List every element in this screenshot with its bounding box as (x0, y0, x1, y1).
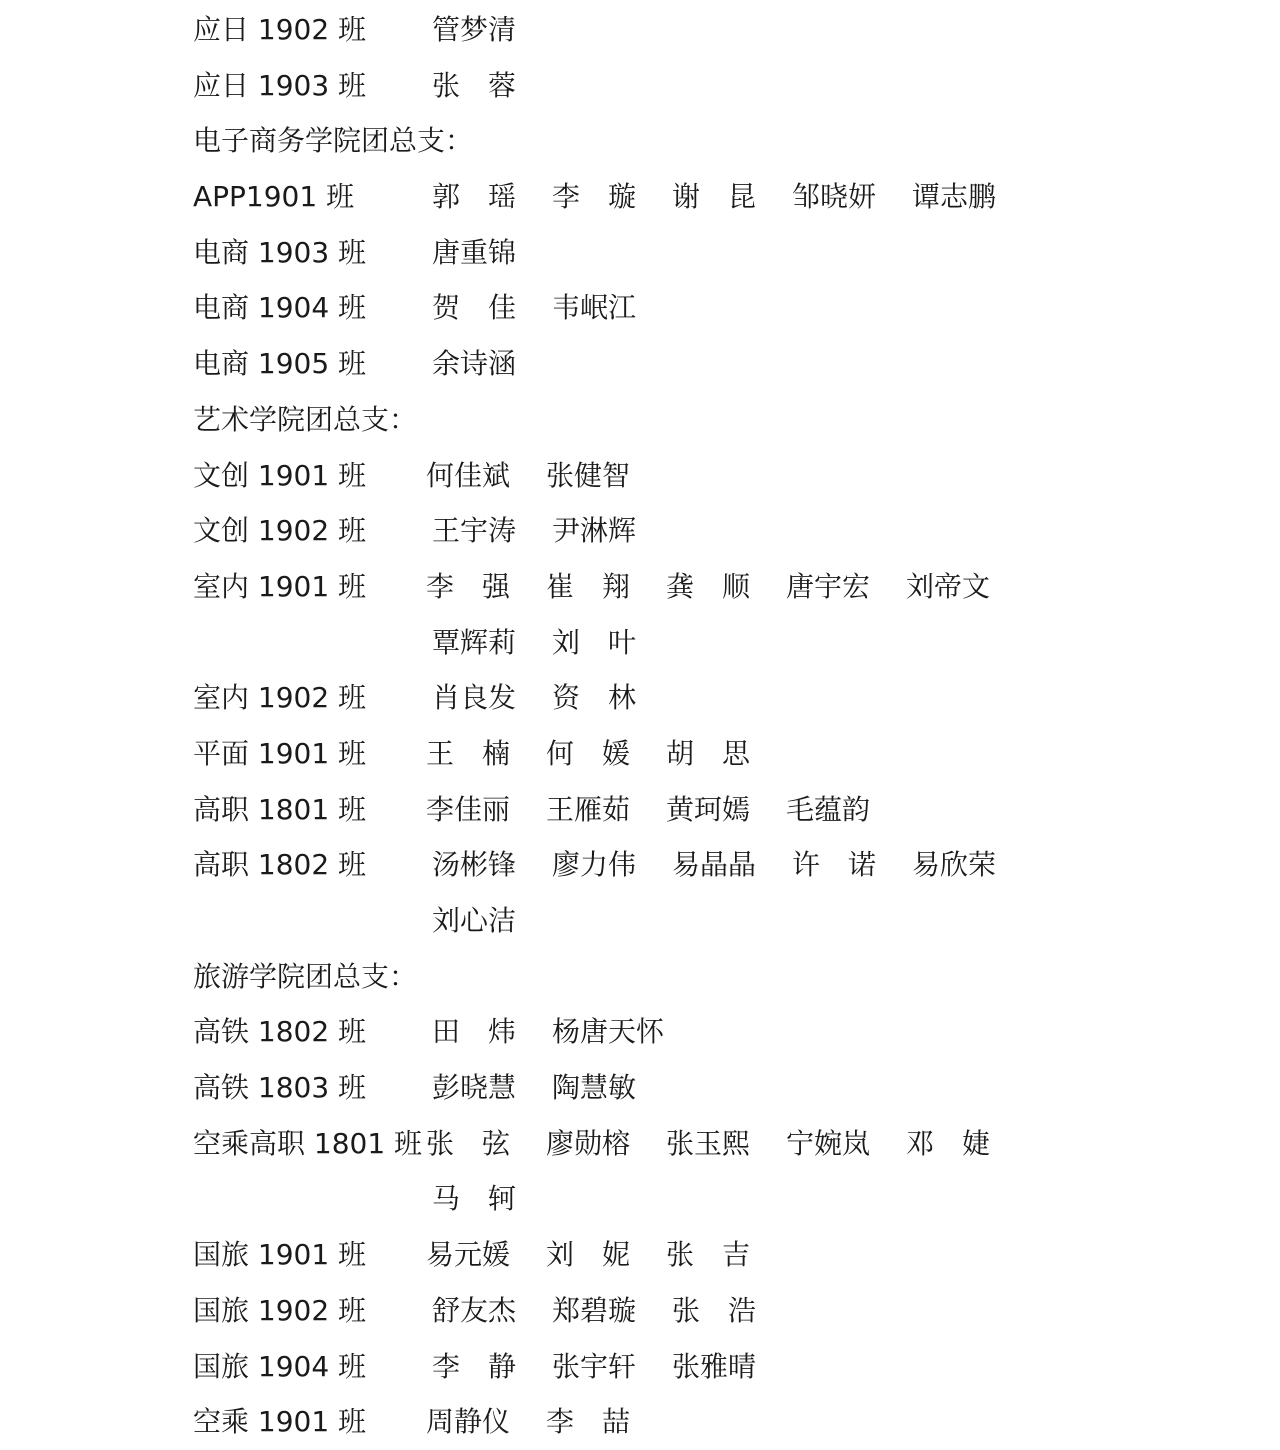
class-label: 文创 1902 班 (193, 514, 367, 548)
class-label: 应日 1902 班 (193, 13, 367, 46)
class-label: 平面 1901 班 (193, 736, 367, 770)
member-name: 管梦清 (432, 13, 517, 46)
member-name: 舒友杰 (432, 1293, 517, 1327)
section-heading (193, 949, 1193, 1005)
class-row (193, 503, 1193, 559)
class-label: 空乘高职 1801 班 (193, 1126, 423, 1160)
section-heading (193, 392, 1193, 448)
class-row-continuation (193, 1171, 1193, 1227)
class-label: 高铁 1802 班 (193, 1015, 367, 1049)
member-name: 李 强 (426, 569, 511, 603)
member-name: 周静仪 (426, 1405, 511, 1439)
class-row (193, 280, 1193, 336)
member-name: 唐宇宏 (786, 569, 871, 603)
member-name: 易晶晶 (672, 848, 757, 882)
member-name: 刘 叶 (552, 625, 637, 659)
class-row (193, 1339, 1193, 1395)
class-row (193, 58, 1193, 114)
member-name: 彭晓慧 (432, 1071, 517, 1105)
class-label: 室内 1902 班 (193, 681, 367, 715)
class-row (193, 2, 1193, 58)
class-label: 国旅 1904 班 (193, 1349, 367, 1383)
member-name: 李 静 (432, 1349, 517, 1383)
class-label: APP1901 班 (193, 180, 355, 214)
member-name: 张 弦 (426, 1126, 511, 1160)
member-name: 刘心洁 (432, 904, 517, 937)
member-name: 宁婉岚 (786, 1126, 871, 1160)
member-name: 王 楠 (426, 736, 511, 770)
member-name: 张健智 (546, 458, 631, 492)
class-label: 高铁 1803 班 (193, 1071, 367, 1105)
member-name: 覃辉莉 (432, 625, 517, 659)
class-row-continuation (193, 893, 1193, 949)
class-row (193, 169, 1193, 225)
class-row (193, 559, 1193, 615)
member-name: 许 诺 (792, 848, 877, 882)
class-label: 文创 1901 班 (193, 458, 367, 492)
member-name: 余诗涵 (432, 347, 517, 381)
member-name: 马 轲 (432, 1182, 517, 1216)
class-row (193, 782, 1193, 838)
member-name: 王宇涛 (432, 514, 517, 548)
class-row (193, 1116, 1193, 1172)
member-name: 黄珂嫣 (666, 792, 751, 826)
section-title: 电子商务学院团总支： (193, 124, 474, 158)
member-name: 贺 佳 (432, 291, 517, 325)
class-label: 国旅 1901 班 (193, 1238, 367, 1272)
class-label: 国旅 1902 班 (193, 1293, 367, 1327)
section-heading (193, 113, 1193, 169)
member-name: 张玉熙 (666, 1126, 751, 1160)
member-name: 王雁茹 (546, 792, 631, 826)
member-name: 肖良发 (432, 681, 517, 715)
class-label: 电商 1905 班 (193, 347, 367, 381)
class-row (193, 448, 1193, 504)
member-name: 尹淋辉 (552, 514, 637, 548)
member-name: 陶慧敏 (552, 1071, 637, 1105)
member-name: 何佳斌 (426, 458, 511, 492)
member-name: 胡 思 (666, 736, 751, 770)
member-name: 邓 婕 (906, 1126, 991, 1160)
member-name: 郑碧璇 (552, 1293, 637, 1327)
member-name: 张 浩 (672, 1293, 757, 1327)
member-name: 郭 瑶 (432, 180, 517, 214)
member-name: 崔 翔 (546, 569, 631, 603)
class-row (193, 1060, 1193, 1116)
class-row (193, 1227, 1193, 1283)
class-row (193, 726, 1193, 782)
member-name: 廖勋榕 (546, 1126, 631, 1160)
member-name: 廖力伟 (552, 848, 637, 882)
class-row (193, 1394, 1193, 1450)
member-name: 何 媛 (546, 736, 631, 770)
class-label: 高职 1801 班 (193, 792, 367, 826)
class-row (193, 336, 1193, 392)
member-name: 谢 昆 (672, 180, 757, 214)
member-name: 唐重锦 (432, 235, 517, 269)
section-title: 旅游学院团总支： (193, 959, 418, 993)
section-title: 艺术学院团总支： (193, 402, 418, 436)
member-name: 田 炜 (432, 1015, 517, 1049)
member-name: 李佳丽 (426, 792, 511, 826)
member-name: 龚 顺 (666, 569, 751, 603)
member-name: 杨唐天怀 (552, 1015, 665, 1049)
member-name: 韦岷江 (552, 291, 637, 325)
member-name: 邹晓妍 (792, 180, 877, 214)
class-row-continuation (193, 615, 1193, 671)
class-row (193, 837, 1193, 893)
class-row (193, 670, 1193, 726)
class-row (193, 1283, 1193, 1339)
class-label: 电商 1904 班 (193, 291, 367, 325)
class-label: 空乘 1901 班 (193, 1405, 367, 1439)
member-name: 汤彬锋 (432, 848, 517, 882)
member-name: 李 喆 (546, 1405, 631, 1439)
member-name: 毛蕴韵 (786, 792, 871, 826)
class-row (193, 1004, 1193, 1060)
member-name: 张宇轩 (552, 1349, 637, 1383)
class-row (193, 225, 1193, 281)
member-name: 刘 妮 (546, 1238, 631, 1272)
class-label: 室内 1901 班 (193, 569, 367, 603)
member-name: 刘帝文 (906, 569, 991, 603)
member-name: 易元媛 (426, 1238, 511, 1272)
member-name: 资 林 (552, 681, 637, 715)
member-name: 张雅晴 (672, 1349, 757, 1383)
class-label: 高职 1802 班 (193, 848, 367, 882)
class-label: 电商 1903 班 (193, 235, 367, 269)
member-name: 易欣荣 (912, 848, 997, 882)
member-name: 谭志鹏 (912, 180, 997, 214)
class-label: 应日 1903 班 (193, 68, 367, 102)
member-name: 张 吉 (666, 1238, 751, 1272)
member-name: 张 蓉 (432, 68, 517, 102)
member-name: 李 璇 (552, 180, 637, 214)
name-list-document (193, 2, 1193, 1450)
